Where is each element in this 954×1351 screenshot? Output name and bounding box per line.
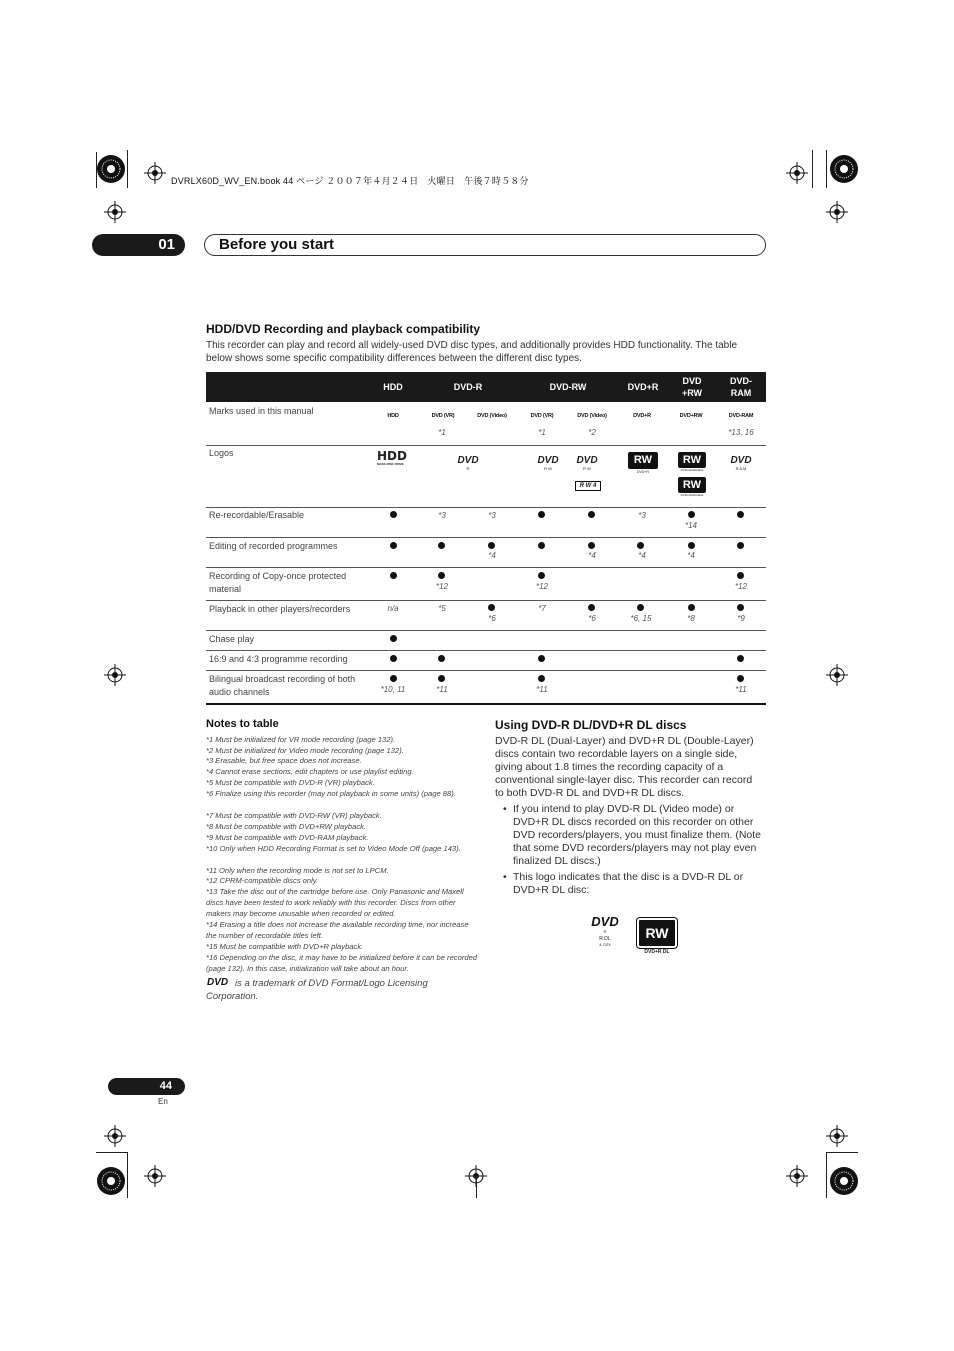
support-dot [538, 511, 545, 518]
row-label: Chase play [209, 634, 255, 644]
row-label: Recording of Copy-once protected material [209, 571, 347, 594]
support-dot [538, 655, 545, 662]
mark-dvd-plus-r: DVD+R [633, 413, 651, 419]
footnote: *5 Must be compatible with DVD-R (VR) playback. [206, 778, 375, 787]
support-dot [637, 604, 644, 611]
support-dot [737, 675, 744, 682]
cell-note: *11 [436, 685, 448, 694]
header-dvd-rw: DVD-RW [549, 382, 587, 392]
cell-note: *14 [684, 521, 697, 530]
footnote: *14 Erasing a title does not increase the available recording time, nor increase the number of recordable titles left. [206, 920, 469, 940]
cell-note: *6 [488, 614, 496, 623]
bullet-icon: • [503, 871, 507, 883]
support-dot [390, 655, 397, 662]
support-dot [538, 572, 545, 579]
header-hdd: HDD [383, 382, 403, 392]
cell-note: *8 [687, 614, 695, 623]
crop-line [826, 1152, 858, 1153]
support-dot [390, 572, 397, 579]
crop-line [826, 1152, 827, 1198]
dvd-rw-logo: DVD R W [537, 455, 559, 471]
crosshair-icon [786, 1165, 808, 1187]
cell-note: *4 [588, 551, 596, 560]
support-dot [390, 542, 397, 549]
dl-title: Using DVD-R DL/DVD+R DL discs [495, 718, 687, 732]
cell-note: *12 [435, 582, 448, 591]
cell-note: *12 [535, 582, 548, 591]
rw4-logo: R W 4 [575, 481, 601, 491]
cell-note: *1 [438, 428, 446, 437]
cell-note: *6 [588, 614, 596, 623]
crop-line [826, 150, 827, 188]
cell-note: *3 [438, 511, 446, 520]
cell-note: *11 [735, 685, 747, 694]
cell-note: *4 [638, 551, 646, 560]
cell-note: *12 [734, 582, 747, 591]
header-dvd-plus-r: DVD+R [627, 382, 659, 392]
crosshair-icon [144, 162, 166, 184]
dvd-r-dl-logo: DVD R R DL 4.7/2X [591, 914, 619, 947]
bullet-icon: • [503, 803, 507, 815]
crosshair-icon [826, 201, 848, 223]
dvd-rw-logo-alt: DVD R W [576, 455, 598, 471]
crosshair-icon [144, 1165, 166, 1187]
row-separator [206, 630, 766, 631]
crosshair-icon [826, 1125, 848, 1147]
support-dot [737, 572, 744, 579]
footnote: *3 Erasable, but free space does not increase. [206, 756, 362, 765]
footnote: *12 CPRM-compatible discs only. [206, 876, 319, 885]
crosshair-icon [104, 1125, 126, 1147]
support-dot [637, 542, 644, 549]
crosshair-icon [786, 162, 808, 184]
cell-note: *2 [588, 428, 596, 437]
trademark-text-content: is a trademark of DVD Format/Logo Licensing Corporation. [206, 978, 428, 1002]
support-dot [438, 675, 445, 682]
row-separator [206, 567, 766, 568]
chapter-number: 01 [92, 234, 185, 256]
footnote: *6 Finalize using this recorder (may not playback in some units) (page 88). [206, 789, 456, 798]
cell-note: *13, 16 [728, 428, 754, 437]
cell-note: *10, 11 [380, 685, 406, 694]
row-label: Editing of recorded programmes [209, 541, 338, 551]
footnote: *9 Must be compatible with DVD-RAM playback. [206, 833, 369, 842]
dvd-r-logo: DVD R [457, 455, 479, 471]
hdd-logo: HDD MASS DISK DRIVE [377, 449, 407, 466]
footnote: *16 Depending on the disc, it may have to be initialized before it can be recorded (page 132). In this case, initialization will take about an hour. [206, 953, 478, 973]
dvd-trademark-logo: DVD [207, 977, 229, 988]
registration-burst-icon [96, 154, 126, 184]
support-dot [588, 542, 595, 549]
row-separator [206, 507, 766, 508]
dvd-ram-logo: DVD R A M [730, 455, 752, 471]
dvd-plus-r-logo: RW DVD+R [628, 452, 658, 475]
cell-note: n/a [387, 604, 399, 613]
mark-dvd-r-vr: DVD (VR) [431, 413, 455, 419]
support-dot [737, 655, 744, 662]
support-dot [538, 542, 545, 549]
crosshair-icon [104, 201, 126, 223]
crop-line [476, 1176, 477, 1198]
cell-note: *6, 15 [630, 614, 652, 623]
row-separator [206, 537, 766, 538]
row-separator [206, 445, 766, 446]
dvd-plus-rw-logo: RW DVD+ReWritable [678, 452, 706, 473]
mark-dvd-plus-rw: DVD+RW [679, 413, 703, 419]
row-label: Logos [209, 448, 234, 458]
cell-note: *3 [488, 511, 496, 520]
support-dot [488, 542, 495, 549]
support-dot [488, 604, 495, 611]
dl-bullet: This logo indicates that the disc is a DVD-R DL or DVD+R DL disc: [513, 871, 744, 896]
header-dvd-r: DVD-R [453, 382, 483, 392]
support-dot [390, 635, 397, 642]
support-dot [737, 542, 744, 549]
support-dot [588, 604, 595, 611]
registration-burst-icon [829, 1166, 859, 1196]
page-number: 44 [108, 1078, 185, 1095]
cell-note: *9 [737, 614, 745, 623]
row-separator [206, 670, 766, 671]
header-dvd-plus-rw: DVD +RW [681, 376, 703, 398]
cell-note: *4 [687, 551, 695, 560]
section-title: HDD/DVD Recording and playback compatibility [206, 322, 481, 336]
row-label: Playback in other players/recorders [209, 604, 351, 614]
support-dot [688, 542, 695, 549]
mark-hdd: HDD [387, 413, 399, 419]
footnote: *1 Must be initialized for VR mode recording (page 132). [206, 735, 396, 744]
registration-burst-icon [96, 1166, 126, 1196]
cell-note: *4 [488, 551, 496, 560]
support-dot [538, 675, 545, 682]
support-dot [737, 511, 744, 518]
support-dot [438, 542, 445, 549]
dvd-plus-r-dl-logo: RW DVD+R DL [637, 918, 677, 956]
trademark-text [206, 977, 478, 1003]
crop-header-text: DVRLX60D_WV_EN.book 44 ページ ２００７年４月２４日 火曜日 午後７時５８分 [171, 176, 529, 186]
row-label: Re-recordable/Erasable [209, 510, 305, 520]
crop-line [96, 1152, 128, 1153]
crosshair-icon [104, 664, 126, 686]
crop-line [127, 150, 128, 188]
support-dot [438, 572, 445, 579]
support-dot [588, 511, 595, 518]
cell-note: *7 [538, 604, 546, 613]
footnote: *2 Must be initialized for Video mode recording (page 132). [206, 746, 404, 755]
row-separator [206, 650, 766, 651]
footnote: *11 Only when the recording mode is not set to LPCM. [206, 866, 389, 875]
support-dot [737, 604, 744, 611]
page-language: En [158, 1097, 168, 1106]
mark-dvd-r-video: DVD (Video) [477, 413, 507, 419]
row-label: Bilingual broadcast recording of both audio channels [209, 674, 356, 697]
support-dot [438, 655, 445, 662]
section-intro: This recorder can play and record all widely-used DVD disc types, and additionally provides HDD functionality. The table below shows some specific compatibility differences between the different disc types. [206, 340, 738, 364]
footnote: *13 Take the disc out of the cartridge before use. Only Panasonic and Maxell discs have been tested to work reliably with this recorder. Discs from other makers may become unusable when recorded or edited. [206, 887, 464, 918]
row-label: 16:9 and 4:3 programme recording [209, 654, 348, 664]
support-dot [688, 511, 695, 518]
row-label: Marks used in this manual [209, 406, 314, 416]
notes-title: Notes to table [206, 718, 279, 730]
cell-note: *3 [638, 511, 646, 520]
mark-dvd-ram: DVD-RAM [728, 413, 754, 419]
mark-dvd-rw-vr: DVD (VR) [530, 413, 554, 419]
footnote: *4 Cannot erase sections, edit chapters or use playlist editing. [206, 767, 414, 776]
cell-note: *1 [538, 428, 546, 437]
crop-line [96, 152, 97, 188]
header-dvd-ram: DVD- RAM [730, 376, 752, 398]
cell-note: *11 [536, 685, 548, 694]
footnote: *7 Must be compatible with DVD-RW (VR) playback. [206, 811, 382, 820]
mark-dvd-rw-video: DVD (Video) [577, 413, 607, 419]
support-dot [390, 675, 397, 682]
crosshair-icon [826, 664, 848, 686]
footnote: *8 Must be compatible with DVD+RW playback. [206, 822, 367, 831]
crop-line [127, 1152, 128, 1198]
support-dot [688, 604, 695, 611]
cell-note: *5 [438, 604, 446, 613]
dl-paragraph: DVD-R DL (Dual-Layer) and DVD+R DL (Double-Layer) discs contain two recordable layers on a single side, giving about 1.8 times the recording capacity of a conventional single-layer disc. This recorder can record to both DVD-R DL and DVD+R DL discs. [495, 735, 754, 799]
dvd-plus-rw-logo-alt: RW DVD+ReWritable [678, 477, 706, 498]
table-bottom-rule [206, 703, 766, 705]
footnote: *15 Must be compatible with DVD+R playback. [206, 942, 364, 951]
dl-bullet: If you intend to play DVD-R DL (Video mode) or DVD+R DL discs recorded on this recorder on other DVD recorders/players, you must finalize them. (Note that some DVD recorders/players may not play even finalized DL discs.) [513, 803, 762, 867]
row-separator [206, 600, 766, 601]
footnote: *10 Only when HDD Recording Format is set to Video Mode Off (page 143). [206, 844, 461, 853]
registration-burst-icon [829, 154, 859, 184]
support-dot [390, 511, 397, 518]
chapter-title: Before you start [219, 236, 335, 253]
crop-line [812, 150, 813, 188]
